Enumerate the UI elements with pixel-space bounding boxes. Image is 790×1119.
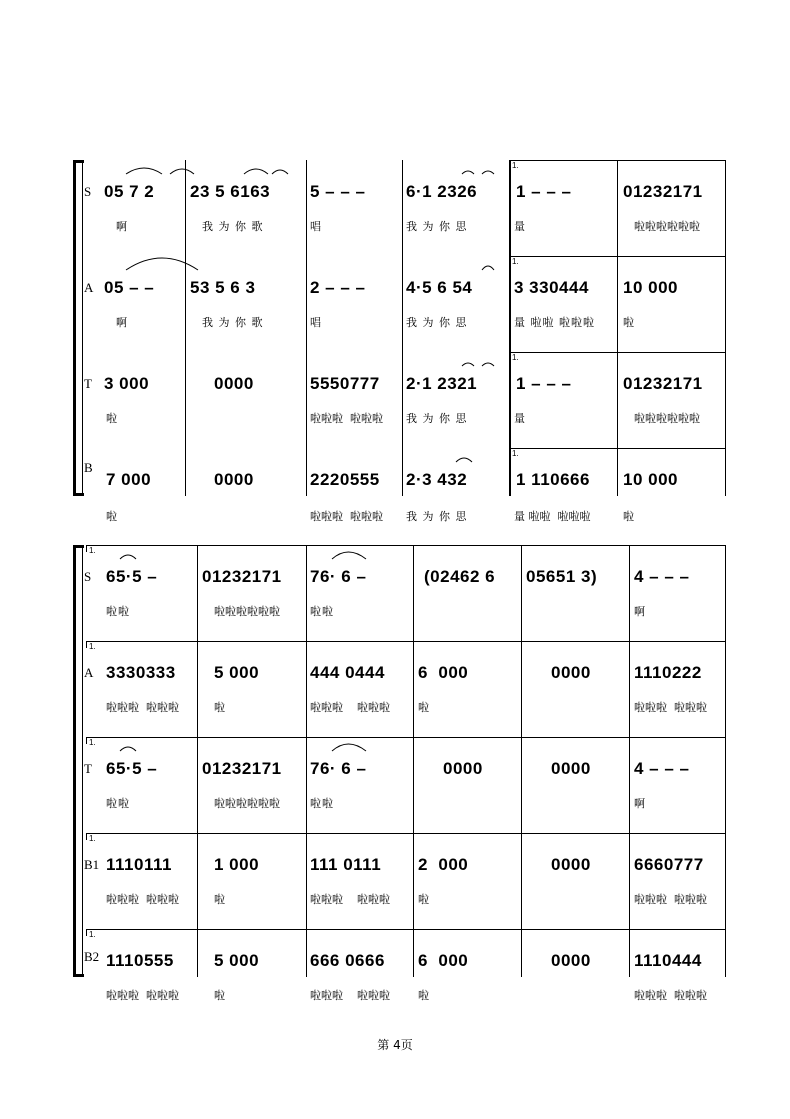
notes: 1 000 bbox=[214, 855, 260, 874]
notes: 4 – – – bbox=[634, 567, 690, 586]
volta-label: 1. bbox=[512, 257, 519, 266]
lyrics: 啦啦啦 啦啦啦 bbox=[106, 701, 179, 714]
notes: 65·5 – bbox=[106, 567, 158, 586]
volta-label: 1. bbox=[512, 353, 519, 362]
notes: 1 110666 bbox=[516, 470, 590, 489]
notes: 1110222 bbox=[634, 663, 702, 682]
slur-marks bbox=[86, 160, 726, 496]
system-start-barline bbox=[82, 160, 83, 496]
volta-label: 1. bbox=[89, 642, 96, 651]
notes: 666 0666 bbox=[310, 951, 385, 970]
lyrics: 我 为 你 歌 bbox=[202, 316, 264, 329]
notes: 0000 bbox=[551, 855, 591, 874]
volta-label: 1. bbox=[89, 834, 96, 843]
lyrics: 我 为 你 思 bbox=[406, 316, 468, 329]
part-label: T bbox=[84, 761, 92, 776]
notes: 53 5 6 3 bbox=[190, 278, 256, 297]
notes: 5 000 bbox=[214, 663, 260, 682]
lyrics: 啦啦啦啦啦啦 bbox=[214, 797, 280, 810]
notes: 1 – – – bbox=[516, 182, 572, 201]
part-label: B2 bbox=[84, 949, 100, 964]
notes: 4 – – – bbox=[634, 759, 690, 778]
notes: 05 – – bbox=[104, 278, 155, 297]
notes: 5 000 bbox=[214, 951, 260, 970]
notes: 6660777 bbox=[634, 855, 704, 874]
volta-label: 1. bbox=[512, 161, 519, 170]
lyrics: 啦 bbox=[418, 989, 430, 1002]
lyrics: 啦 bbox=[418, 701, 430, 714]
notes: 0000 bbox=[214, 470, 254, 489]
lyrics: 我 为 你 思 bbox=[406, 510, 468, 523]
notes: 10 000 bbox=[623, 278, 678, 297]
lyrics: 量 bbox=[514, 412, 526, 425]
notes: 76· 6 – bbox=[310, 759, 367, 778]
notes: 1 – – – bbox=[516, 374, 572, 393]
notes: 3330333 bbox=[106, 663, 176, 682]
lyrics: 啦啦啦 啦啦啦 bbox=[310, 412, 383, 425]
lyrics: 啦啦 bbox=[106, 605, 130, 618]
lyrics: 我 为 你 思 bbox=[406, 412, 468, 425]
notes: 5 – – – bbox=[310, 182, 366, 201]
part-label: B1 bbox=[84, 857, 100, 872]
lyrics: 啦啦啦 啦啦啦 bbox=[634, 989, 707, 1002]
lyrics: 啦啦啦 啦啦啦 bbox=[310, 989, 390, 1002]
notes: 2 – – – bbox=[310, 278, 366, 297]
lyrics: 啦啦啦 啦啦啦 bbox=[634, 701, 707, 714]
notes: 7 000 bbox=[106, 470, 152, 489]
notes: 0000 bbox=[443, 759, 483, 778]
lyrics: 量 bbox=[514, 220, 526, 233]
notes: 5550777 bbox=[310, 374, 380, 393]
notes: 01232171 bbox=[202, 759, 282, 778]
lyrics: 啦啦 bbox=[310, 797, 334, 810]
notes: 6 000 bbox=[418, 951, 469, 970]
part-label: A bbox=[84, 665, 94, 680]
notes: 05 7 2 bbox=[104, 182, 155, 201]
lyrics: 啦啦啦 啦啦啦 bbox=[310, 701, 390, 714]
lyrics: 啦啦啦啦啦啦 bbox=[634, 220, 700, 233]
lyrics: 啦啦 bbox=[310, 605, 334, 618]
lyrics: 啦 bbox=[106, 510, 118, 523]
lyrics: 啦啦啦 啦啦啦 bbox=[106, 989, 179, 1002]
notes: 6 000 bbox=[418, 663, 469, 682]
notes: 2220555 bbox=[310, 470, 380, 489]
lyrics: 唱 bbox=[310, 220, 322, 233]
lyrics: 量 啦啦 啦啦啦 bbox=[514, 316, 595, 329]
notes: 1110555 bbox=[106, 951, 174, 970]
part-label: S bbox=[84, 184, 92, 199]
lyrics: 啦 bbox=[214, 989, 226, 1002]
lyrics: 啦啦啦 啦啦啦 bbox=[310, 893, 390, 906]
lyrics: 啦 bbox=[623, 510, 635, 523]
lyrics: 啦啦啦 啦啦啦 bbox=[106, 893, 179, 906]
volta-label: 1. bbox=[89, 738, 96, 747]
score-system-1 bbox=[84, 160, 726, 523]
notes: 0000 bbox=[214, 374, 254, 393]
lyrics: 啦 bbox=[623, 316, 635, 329]
lyrics: 啦啦啦 啦啦啦 bbox=[634, 893, 707, 906]
lyrics: 啦啦 bbox=[106, 797, 130, 810]
notes: 111 0111 bbox=[310, 855, 382, 874]
notes: 05651 3) bbox=[526, 567, 598, 586]
notes: 01232171 bbox=[202, 567, 282, 586]
notes: 2·1 2321 bbox=[406, 374, 478, 393]
notes: 0000 bbox=[551, 663, 591, 682]
notes: 1110444 bbox=[634, 951, 702, 970]
system-start-barline bbox=[82, 545, 83, 977]
notes: 2·3 432 bbox=[406, 470, 468, 489]
lyrics: 啦啦啦啦啦啦 bbox=[634, 412, 700, 425]
lyrics: 啦 bbox=[106, 412, 118, 425]
lyrics: 啊 bbox=[634, 797, 646, 810]
notes: 01232171 bbox=[623, 182, 703, 201]
lyrics: 啊 bbox=[634, 605, 646, 618]
part-label: B bbox=[84, 460, 93, 475]
lyrics: 啊 bbox=[116, 316, 128, 329]
lyrics: 啊 bbox=[116, 220, 128, 233]
part-label: A bbox=[84, 280, 94, 295]
notes: 3 000 bbox=[104, 374, 150, 393]
lyrics: 啦啦啦 啦啦啦 bbox=[310, 510, 383, 523]
notes: 1110111 bbox=[106, 855, 172, 874]
notes: (02462 6 bbox=[424, 567, 496, 586]
lyrics: 啦 bbox=[418, 893, 430, 906]
notes: 65·5 – bbox=[106, 759, 158, 778]
notes: 2 000 bbox=[418, 855, 469, 874]
lyrics: 啦 bbox=[214, 893, 226, 906]
lyrics: 啦啦啦啦啦啦 bbox=[214, 605, 280, 618]
notes: 76· 6 – bbox=[310, 567, 367, 586]
lyrics: 量 啦啦 啦啦啦 bbox=[514, 510, 591, 523]
part-label: S bbox=[84, 569, 92, 584]
volta-label: 1. bbox=[89, 546, 96, 555]
part-label: T bbox=[84, 376, 92, 391]
notes: 01232171 bbox=[623, 374, 703, 393]
notes: 6·1 2326 bbox=[406, 182, 478, 201]
volta-label: 1. bbox=[512, 449, 519, 458]
notes: 4·5 6 54 bbox=[406, 278, 473, 297]
notes: 10 000 bbox=[623, 470, 678, 489]
notes: 0000 bbox=[551, 759, 591, 778]
lyrics: 我 为 你 思 bbox=[406, 220, 468, 233]
notes: 3 330444 bbox=[514, 278, 589, 297]
lyrics: 唱 bbox=[310, 316, 322, 329]
notes: 0000 bbox=[551, 951, 591, 970]
score-system-2 bbox=[84, 545, 726, 1002]
slur-marks bbox=[86, 545, 726, 977]
page-number: 第 4页 bbox=[377, 1038, 413, 1052]
notes: 23 5 6163 bbox=[190, 182, 271, 201]
lyrics: 我 为 你 歌 bbox=[202, 220, 264, 233]
notes: 444 0444 bbox=[310, 663, 385, 682]
lyrics: 啦 bbox=[214, 701, 226, 714]
volta-label: 1. bbox=[89, 930, 96, 939]
